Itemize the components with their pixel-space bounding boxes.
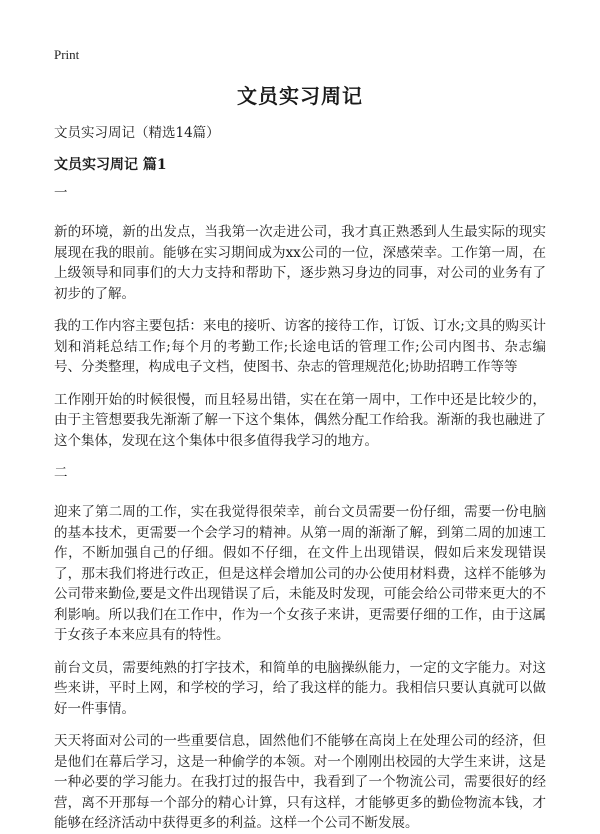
paragraph: 新的环境，新的出发点，当我第一次走进公司，我才真正熟悉到人生最实际的现实展现在我的眼前。能够在实习期间成为xx公司的一位，深感荣幸。工作第一周，在上级领导和同事们的大力支持和帮助下，逐步熟习身边的同事，对公司的业务有了初步的了解。 — [54, 224, 546, 302]
document-subtitle: 文员实习周记（精选14篇） — [54, 125, 220, 141]
paragraph: 工作刚开始的时候很慢，而且轻易出错，实在在第一周中，工作中还是比较少的，由于主管想要我先渐渐了解一下这个集体，偶然分配工作给我。渐渐的我也融进了这个集体，发现在这个集体中很多值得我学习的地方。 — [54, 391, 546, 449]
paragraph: 迎来了第二周的工作，实在我觉得很荣幸，前台文员需要一份仔细，需要一份电脑的基本技术，更需要一个会学习的精神。从第一周的渐渐了解，到第二周的加速工作，不断加强自己的仔细。假如不仔细，在文件上出现错误，假如后来发现错误了，那末我们将进行改正，但是这样会增加公司的办公使用材料费，这样不能够为公司带来勤俭,要是文件出现错误了后，未能及时发现，可能会给公司带来更大的不利影响。所以我们在工作中，作为一个女孩子来讲，更需要仔细的工作，由于这属于女孩子本来应具有的特性。 — [54, 504, 546, 643]
paragraph: 我的工作内容主要包括：来电的接听、访客的接待工作，订饭、订水;文具的购买计划和消耗总结工作;每个月的考勤工作;长途电话的管理工作;公司内图书、杂志编号、分类整理，构成电子文档，使图书、杂志的管理规范化;协助招聘工作等等 — [54, 318, 546, 375]
page-title: 文员实习周记 — [237, 84, 363, 108]
paragraph: 前台文员，需要纯熟的打字技术，和简单的电脑操纵能力，一定的文字能力。对这些来讲，平时上网，和学校的学习，给了我这样的能力。我相信只要认真就可以做好一件事情。 — [54, 659, 546, 717]
section-marker-two: 二 — [54, 465, 68, 481]
print-link[interactable]: Print — [54, 47, 80, 62]
article-heading: 文员实习周记 篇1 — [54, 157, 167, 173]
paragraph: 天天将面对公司的一些重要信息，固然他们不能够在高岗上在处理公司的经济，但是他们在幕后学习，这是一种偷学的本领。对一个刚刚出校园的大学生来讲，这是一种必要的学习能力。在我打过的报告中，我看到了一个物流公司，需要很好的经营，离不开那每一个部分的精心计算，只有这样，才能够更多的勤俭物流本钱，才能够在经济活动中获得更多的利益。这样一个公司不断发展。 — [54, 733, 546, 831]
section-marker-one: 一 — [54, 185, 68, 201]
